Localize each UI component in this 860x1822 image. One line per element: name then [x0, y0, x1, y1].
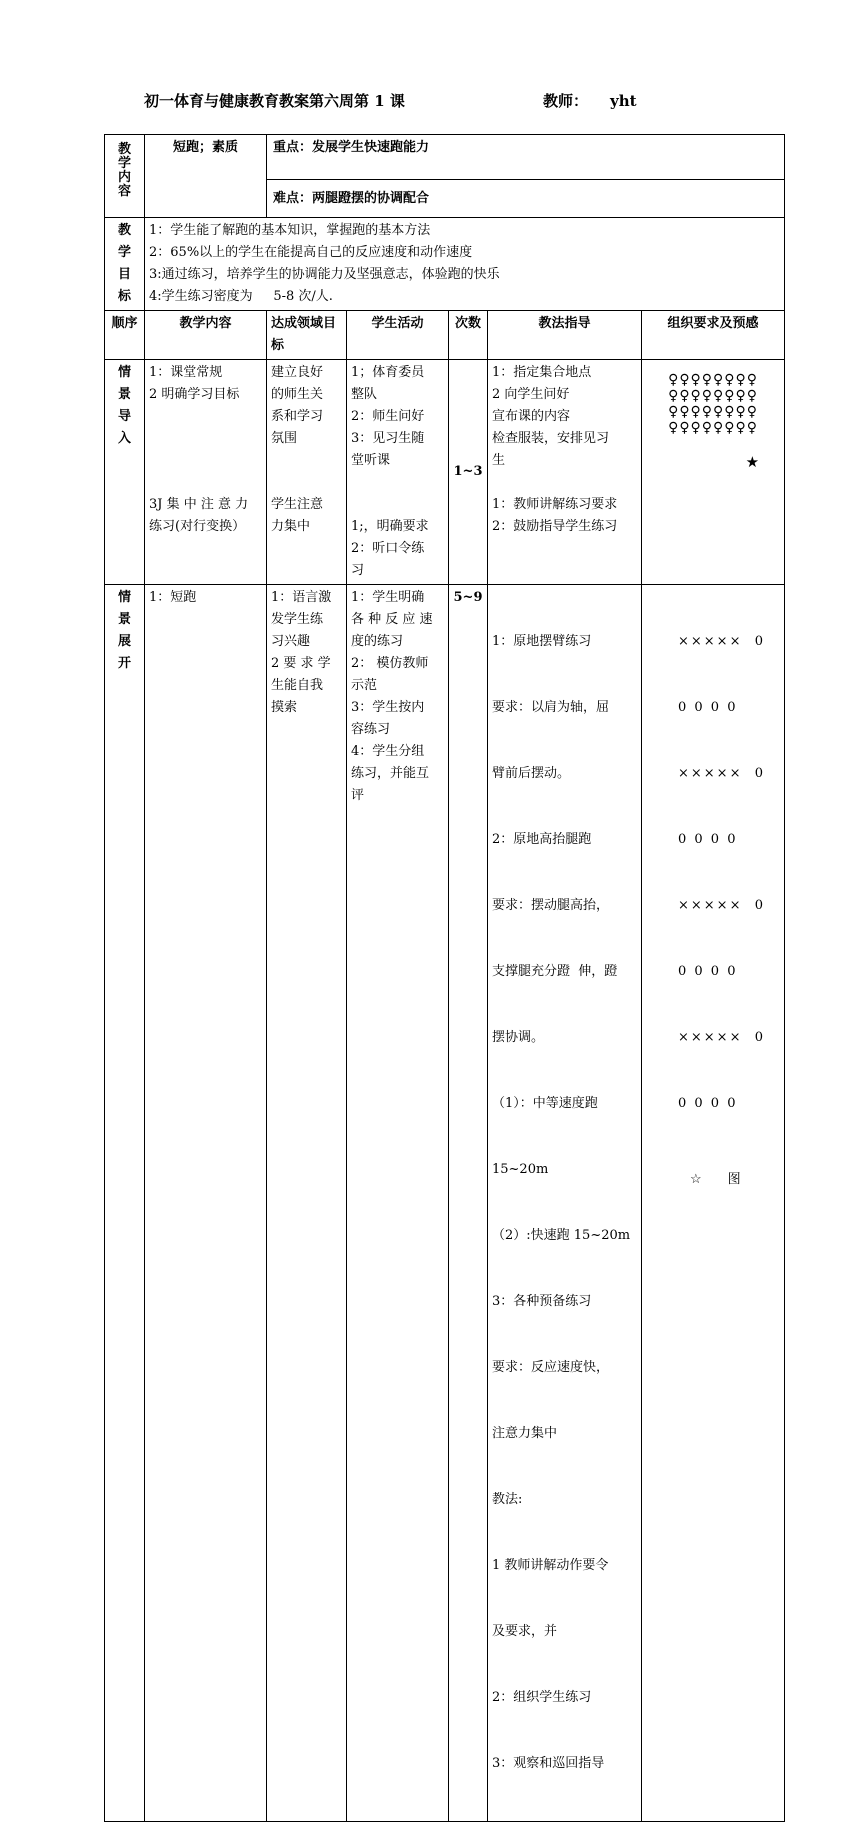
- formation-line: 0 0 0 0: [678, 964, 738, 979]
- content-value: 短跑；素质: [145, 135, 267, 218]
- content-label-char: 内: [117, 170, 131, 185]
- section2-activity-line: 练习，并能互: [351, 766, 430, 781]
- section2-method-line: （1）：中等速度跑: [492, 1096, 598, 1111]
- header-times: 次数: [449, 311, 488, 360]
- section1-method-line: 检查服装，安排见习: [492, 431, 610, 446]
- header-content: 教学内容: [145, 311, 267, 360]
- formation-row: ♀♀♀♀♀♀♀♀: [668, 388, 758, 404]
- section1-method-line: 宣布课的内容: [492, 409, 571, 424]
- teacher-label: 教师：: [543, 92, 589, 110]
- section1-method: [488, 360, 642, 585]
- section1-method-line: 2 向学生问好: [492, 387, 570, 402]
- section1-formation: [642, 360, 785, 585]
- section1-content: [145, 360, 267, 585]
- section1-label-char: 景: [117, 387, 131, 402]
- header-organization: 组织要求及预感: [642, 311, 785, 360]
- section2-activity-line: 容练习: [351, 722, 391, 737]
- section2-domain-line: 习兴趣: [271, 634, 311, 649]
- section2-activity-line: 评: [351, 788, 365, 803]
- section1-domain-line: 的师生关: [271, 387, 324, 402]
- section2-method-line: 支撑腿充分蹬 伸，蹬: [492, 964, 618, 979]
- section2-label-char: 展: [117, 634, 131, 649]
- section1-activity-line: 1;，明确要求: [351, 519, 429, 534]
- section1-content-line: 3J 集 中 注 意 力: [149, 497, 249, 512]
- section2-method-line: 臂前后摆动。: [492, 766, 571, 781]
- header-method: 教法指导: [488, 311, 642, 360]
- section2-method-line: 1：原地摆臂练习: [492, 634, 592, 649]
- content-label-char: 学: [117, 156, 131, 171]
- section2-method-line: （2）:快速跑 15~20m: [492, 1228, 631, 1243]
- section1-method-line: 1：教师讲解练习要求: [492, 497, 618, 512]
- goals-label-char: 目: [117, 267, 131, 282]
- section1-domain-line: 学生注意: [271, 497, 324, 512]
- section2-method-line: 要求：反应速度快，: [492, 1360, 610, 1375]
- section1-activity: [347, 360, 449, 585]
- section1-content-line: 2 明确学习目标: [149, 387, 240, 402]
- section2-activity-line: 3：学生按内: [351, 700, 425, 715]
- section2-method-line: 2：组织学生练习: [492, 1690, 592, 1705]
- formation-row: ♀♀♀♀♀♀♀♀: [668, 372, 758, 388]
- header-activity: 学生活动: [347, 311, 449, 360]
- lesson-title: 初一体育与健康教育教案第六周第 1 课: [144, 92, 405, 110]
- section2-activity: [347, 585, 449, 1822]
- section1-label: [105, 360, 145, 585]
- star-outline-icon: ☆: [690, 1172, 704, 1187]
- formation-line: 0 0 0 0: [678, 832, 738, 847]
- section2-method-line: 15~20m: [492, 1162, 549, 1177]
- teacher-star-icon: ★: [745, 453, 761, 471]
- difficulty-point: 难点：两腿蹬摆的协调配合: [267, 180, 785, 218]
- section1-activity-line: 1；体育委员: [351, 365, 425, 380]
- formation-row: ♀♀♀♀♀♀♀♀: [668, 404, 758, 420]
- section2-method-line: 2：原地高抬腿跑: [492, 832, 592, 847]
- section1-label-char: 情: [117, 365, 131, 380]
- section2-method-line: 摆协调。: [492, 1030, 545, 1045]
- section2-content: [145, 585, 267, 1822]
- section2-method-line: 要求：以肩为轴，屈: [492, 700, 610, 715]
- section1-activity-line: 整队: [351, 387, 378, 402]
- section2-method: [488, 585, 642, 1822]
- section1-label-char: 入: [117, 431, 131, 446]
- section1-method-line: 1：指定集合地点: [492, 365, 592, 380]
- section2-domain-line: 发学生练: [271, 612, 324, 627]
- section1-activity-line: 2：师生问好: [351, 409, 425, 424]
- section1-domain-line: 力集中: [271, 519, 311, 534]
- section2-domain-line: 2 要 求 学: [271, 656, 331, 671]
- section2-method-line: 3：各种预备练习: [492, 1294, 592, 1309]
- section1-activity-line: 2：听口令练: [351, 541, 425, 556]
- goal-item: 3:通过练习，培养学生的协调能力及坚强意志，体验跑的快乐: [149, 267, 500, 282]
- section1-activity-line: 习: [351, 563, 365, 578]
- section1-method-line: 生: [492, 453, 506, 468]
- section1-activity-line: 3：见习生随: [351, 431, 425, 446]
- section1-domain: [267, 360, 347, 585]
- section2-domain: [267, 585, 347, 1822]
- section1-activity-line: 堂听课: [351, 453, 391, 468]
- section1-content-line: 1：课堂常规: [149, 365, 223, 380]
- section1-method-line: 2：鼓励指导学生练习: [492, 519, 618, 534]
- section2-domain-line: 1：语言激: [271, 590, 332, 605]
- section1-domain-line: 氛围: [271, 431, 298, 446]
- section2-label-char: 景: [117, 612, 131, 627]
- header-order: 顺序: [105, 311, 145, 360]
- goals-label-char: 标: [117, 289, 131, 304]
- content-label-char: 教: [117, 142, 131, 157]
- section2-method-line: 1 教师讲解动作要令: [492, 1558, 609, 1573]
- section2-activity-line: 各 种 反 应 速: [351, 612, 433, 627]
- content-label-char: 容: [117, 184, 131, 199]
- goals-label-char: 学: [117, 245, 131, 260]
- content-label-cell: [105, 135, 145, 218]
- formation-line: ××××× 0: [678, 898, 765, 913]
- formation-line: 0 0 0 0: [678, 1096, 738, 1111]
- section2-method-line: 及要求，并: [492, 1624, 558, 1639]
- goal-item: 1：学生能了解跑的基本知识，掌握跑的基本方法: [149, 223, 431, 238]
- formation-row: ♀♀♀♀♀♀♀♀: [668, 420, 758, 436]
- section2-label: [105, 585, 145, 1822]
- goal-item: 2：65%以上的学生在能提高自己的反应速度和动作速度: [149, 245, 473, 260]
- section2-times: 5~9: [449, 585, 488, 1822]
- key-point: 重点：发展学生快速跑能力: [267, 135, 785, 180]
- section2-domain-line: 摸索: [271, 700, 298, 715]
- lesson-plan-table: [104, 134, 785, 1822]
- section2-activity-line: 2： 模仿教师: [351, 656, 429, 671]
- goal-item: 4:学生练习密度为 5-8 次/人.: [149, 289, 333, 304]
- section2-domain-line: 生能自我: [271, 678, 324, 693]
- teacher-name: yht: [610, 92, 637, 110]
- formation-line: ××××× 0: [678, 634, 765, 649]
- goals-label-char: 教: [117, 223, 131, 238]
- section2-activity-line: 示范: [351, 678, 378, 693]
- goals-label-cell: [105, 218, 145, 311]
- formation-line: ××××× 0: [678, 766, 765, 781]
- section2-activity-line: 度的练习: [351, 634, 404, 649]
- section1-content-line: 练习(对行变换）: [149, 519, 246, 534]
- formation-legend: [678, 1169, 780, 1191]
- section2-method-line: 教法:: [492, 1492, 523, 1507]
- teacher-info: [543, 90, 637, 111]
- section2-label-char: 情: [117, 590, 131, 605]
- section2-formation: [642, 585, 785, 1822]
- formation-line: ××××× 0: [678, 1030, 765, 1045]
- legend-label: 图: [727, 1172, 743, 1187]
- section1-domain-line: 系和学习: [271, 409, 324, 424]
- goals-list: [145, 218, 785, 311]
- section2-activity-line: 4：学生分组: [351, 744, 425, 759]
- section2-method-line: 要求：摆动腿高抬，: [492, 898, 610, 913]
- formation-line: 0 0 0 0: [678, 700, 738, 715]
- section1-domain-line: 建立良好: [271, 365, 324, 380]
- header-domain: 达成领域目标: [267, 311, 347, 360]
- section1-label-char: 导: [117, 409, 131, 424]
- section2-method-line: 注意力集中: [492, 1426, 558, 1441]
- section2-method-line: 3：观察和巡回指导: [492, 1756, 605, 1771]
- section1-times: 1~3: [449, 360, 488, 585]
- section2-activity-line: 1：学生明确: [351, 590, 425, 605]
- section2-label-char: 开: [117, 656, 131, 671]
- section2-content-line: 1：短跑: [149, 590, 197, 605]
